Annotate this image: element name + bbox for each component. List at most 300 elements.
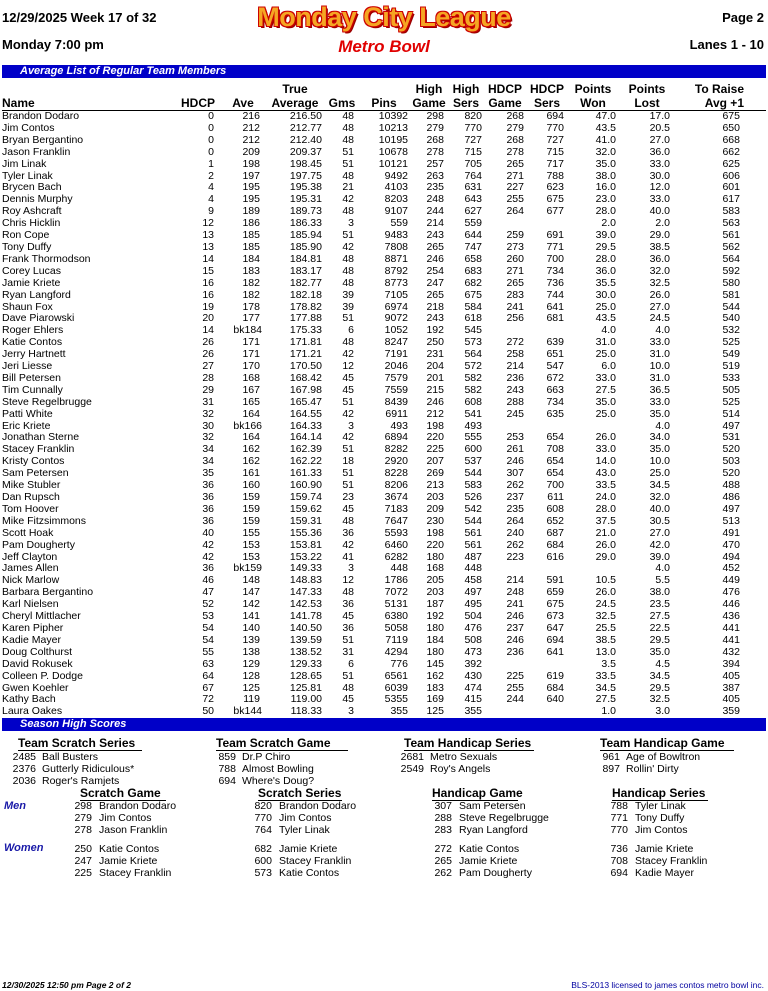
cell: 549 bbox=[722, 348, 740, 361]
cell: 8792 bbox=[384, 264, 408, 277]
cell: 205 bbox=[426, 574, 444, 587]
cell: 271 bbox=[506, 169, 524, 182]
cell: 764 bbox=[464, 169, 482, 182]
cell: 30 bbox=[202, 419, 214, 432]
report-date-week: 12/29/2025 Week 17 of 32 bbox=[2, 10, 157, 25]
women-score-entry bbox=[250, 855, 351, 867]
cell: 38.0 bbox=[595, 169, 616, 182]
cell: 727 bbox=[464, 133, 482, 146]
cell: 1786 bbox=[384, 574, 408, 587]
cell: 497 bbox=[464, 586, 482, 599]
cell: 35.5 bbox=[595, 276, 616, 289]
cell: 201 bbox=[426, 371, 444, 384]
cell: 4 bbox=[208, 193, 214, 206]
cell: 3.5 bbox=[601, 657, 616, 670]
col-header: Points bbox=[628, 82, 666, 96]
bowler-name: Corey Lucas bbox=[2, 264, 61, 277]
cell: 187 bbox=[426, 598, 444, 611]
score-value: 771 bbox=[610, 812, 628, 824]
cell: 582 bbox=[464, 371, 482, 384]
cell: 488 bbox=[722, 479, 740, 492]
cell: 213 bbox=[426, 479, 444, 492]
cell: 48 bbox=[342, 336, 354, 349]
cell: 250 bbox=[426, 336, 444, 349]
cell: 10392 bbox=[378, 110, 408, 122]
lanes-label: Lanes 1 - 10 bbox=[689, 37, 764, 52]
cell: 235 bbox=[426, 181, 444, 194]
cell: 231 bbox=[426, 348, 444, 361]
cell: 128 bbox=[242, 669, 260, 682]
team-score-entry bbox=[596, 763, 679, 775]
bowler-name: Karen Pipher bbox=[2, 621, 64, 634]
cell: 405 bbox=[722, 669, 740, 682]
score-value: 2376 bbox=[12, 763, 36, 775]
col-header bbox=[358, 82, 410, 96]
bowler-name: Tyler Linak bbox=[279, 824, 330, 836]
cell: 691 bbox=[546, 229, 564, 242]
cell: 820 bbox=[464, 110, 482, 122]
women-score-entry bbox=[70, 855, 157, 867]
cell: 8203 bbox=[384, 193, 408, 206]
table-row bbox=[2, 540, 766, 552]
cell: 164 bbox=[242, 431, 260, 444]
score-value: 272 bbox=[434, 843, 452, 855]
cell: 25.0 bbox=[595, 300, 616, 313]
cell: 197 bbox=[242, 169, 260, 182]
cell: 446 bbox=[722, 598, 740, 611]
cell: 147.33 bbox=[289, 586, 322, 599]
team-name: Metro Sexuals bbox=[430, 751, 498, 763]
cell: 48 bbox=[342, 252, 354, 265]
score-value: 2681 bbox=[400, 751, 424, 763]
cell: 118.33 bbox=[290, 705, 322, 718]
cell: 513 bbox=[722, 514, 740, 527]
score-value: 278 bbox=[74, 824, 92, 836]
cell: 493 bbox=[390, 419, 408, 432]
cell: 25.0 bbox=[595, 407, 616, 420]
cell: 555 bbox=[464, 431, 482, 444]
cell: 42 bbox=[342, 407, 354, 420]
col-header: Game bbox=[484, 96, 526, 111]
cell: 6974 bbox=[384, 300, 408, 313]
table-row bbox=[2, 385, 766, 397]
cell bbox=[484, 659, 526, 671]
cell: 42 bbox=[202, 538, 214, 551]
cell: 51 bbox=[342, 157, 354, 170]
cell: 212.40 bbox=[289, 133, 322, 146]
cell: 1.0 bbox=[601, 705, 616, 718]
cell: 533 bbox=[722, 371, 740, 384]
cell: 5131 bbox=[384, 598, 408, 611]
bowler-name: Patti White bbox=[2, 407, 53, 420]
cell: 197.75 bbox=[289, 169, 322, 182]
score-value: 859 bbox=[218, 751, 236, 763]
table-row bbox=[2, 409, 766, 421]
score-value: 694 bbox=[218, 775, 236, 787]
bowler-name: Jamie Kriete bbox=[99, 855, 158, 867]
cell: 5593 bbox=[384, 526, 408, 539]
bowler-name: Jamie Kriete bbox=[459, 855, 518, 867]
women-score-entry bbox=[606, 843, 693, 855]
cell: 236 bbox=[506, 645, 524, 658]
bowler-name: Jason Franklin bbox=[99, 824, 168, 836]
cell: 142.53 bbox=[289, 598, 322, 611]
cell: 138.52 bbox=[289, 645, 322, 658]
cell: 34.5 bbox=[649, 479, 670, 492]
cell: 776 bbox=[390, 657, 408, 670]
cell: 359 bbox=[722, 705, 740, 718]
cell: 640 bbox=[546, 693, 564, 706]
men-score-entry bbox=[430, 824, 528, 836]
cell: 770 bbox=[546, 121, 564, 134]
cell: 542 bbox=[464, 502, 482, 515]
cell: 30.0 bbox=[595, 288, 616, 301]
cell: 700 bbox=[546, 479, 564, 492]
team-score-entry bbox=[12, 763, 134, 775]
cell: 581 bbox=[722, 288, 740, 301]
cell: 684 bbox=[546, 538, 564, 551]
cell: 36 bbox=[342, 526, 354, 539]
men-score-entry bbox=[430, 800, 526, 812]
bowler-name: Ron Cope bbox=[2, 229, 50, 242]
bowler-name: Kathy Bach bbox=[2, 693, 56, 706]
cell: 198 bbox=[426, 419, 444, 432]
cell: 243 bbox=[506, 383, 524, 396]
cell: 561 bbox=[464, 538, 482, 551]
cell: 771 bbox=[546, 240, 564, 253]
score-value: 694 bbox=[610, 867, 628, 879]
cell: 487 bbox=[464, 550, 482, 563]
cell: 170 bbox=[242, 360, 260, 373]
cell: 125.81 bbox=[289, 681, 322, 694]
bowler-name: Roger Ehlers bbox=[2, 324, 64, 337]
team-score-entry bbox=[400, 751, 497, 763]
cell: 31.0 bbox=[649, 348, 670, 361]
cell: 153.81 bbox=[289, 538, 322, 551]
cell: 161.33 bbox=[289, 467, 322, 480]
footer-license: BLS-2013 licensed to james contos metro bowl inc. bbox=[571, 980, 764, 990]
cell: 35.0 bbox=[649, 407, 670, 420]
bowler-name: Kadie Mayer bbox=[2, 633, 61, 646]
cell: 236 bbox=[506, 371, 524, 384]
cell: 26 bbox=[202, 336, 214, 349]
cell: 214 bbox=[426, 217, 444, 230]
col-header: Game bbox=[410, 96, 448, 111]
col-header bbox=[2, 82, 174, 96]
cell: 23 bbox=[342, 491, 354, 503]
cell: 601 bbox=[722, 181, 740, 194]
cell: 13 bbox=[202, 229, 214, 242]
bowler-name: Dan Rupsch bbox=[2, 491, 60, 503]
cell: 405 bbox=[722, 693, 740, 706]
cell: 7191 bbox=[384, 348, 408, 361]
cell: 14 bbox=[202, 252, 214, 265]
cell: 24.5 bbox=[649, 312, 670, 325]
cell: 36 bbox=[342, 598, 354, 611]
bowler-name: Barbara Bergantino bbox=[2, 586, 94, 599]
cell: 183 bbox=[242, 264, 260, 277]
cell: 520 bbox=[722, 443, 740, 456]
cell: 189 bbox=[242, 205, 260, 218]
men-score-entry bbox=[250, 800, 356, 812]
cell: 18 bbox=[342, 455, 354, 468]
col-header: High bbox=[452, 82, 480, 96]
bowler-name: Ryan Langford bbox=[2, 288, 71, 301]
cell: 237 bbox=[506, 621, 524, 634]
team-name: Roger's Ramjets bbox=[42, 775, 120, 787]
cell: 31 bbox=[202, 395, 214, 408]
cell: 180 bbox=[426, 645, 444, 658]
cell bbox=[484, 706, 526, 718]
average-table bbox=[2, 82, 766, 718]
cell: 167.98 bbox=[289, 383, 322, 396]
cell: 14 bbox=[202, 324, 214, 337]
table-row bbox=[2, 694, 766, 706]
cell: 128.65 bbox=[289, 669, 322, 682]
cell: 5058 bbox=[384, 621, 408, 634]
score-value: 298 bbox=[74, 800, 92, 812]
cell: 38.0 bbox=[649, 586, 670, 599]
cell: 162 bbox=[242, 455, 260, 468]
cell: 3.0 bbox=[655, 705, 670, 718]
cell: 45 bbox=[342, 371, 354, 384]
cell: 644 bbox=[464, 229, 482, 242]
cell: bk159 bbox=[233, 562, 262, 575]
cell: 10.0 bbox=[649, 360, 670, 373]
bowler-name: Katie Contos bbox=[459, 843, 520, 855]
women-score-entry bbox=[430, 867, 532, 879]
bowler-name: Stacey Franklin bbox=[279, 855, 352, 867]
cell: 42 bbox=[342, 240, 354, 253]
cell: 162 bbox=[426, 669, 444, 682]
cell: 30.0 bbox=[649, 169, 670, 182]
bowler-name: Bill Petersen bbox=[2, 371, 61, 384]
cell: 51 bbox=[342, 229, 354, 242]
col-header: Avg +1 bbox=[676, 96, 766, 111]
cell: 185.90 bbox=[289, 240, 322, 253]
bowler-name: Brandon Dodaro bbox=[99, 800, 177, 812]
men-score-entry bbox=[70, 812, 152, 824]
bowling-center-name: Metro Bowl bbox=[338, 37, 430, 56]
cell: 171 bbox=[242, 336, 260, 349]
cell: 268 bbox=[506, 133, 524, 146]
cell: 770 bbox=[464, 121, 482, 134]
cell: 681 bbox=[546, 312, 564, 325]
score-value: 770 bbox=[254, 812, 272, 824]
cell: 264 bbox=[506, 205, 524, 218]
cell: 42 bbox=[342, 348, 354, 361]
cell: 531 bbox=[722, 431, 740, 444]
cell: 0 bbox=[208, 133, 214, 146]
cell: 2.0 bbox=[601, 217, 616, 230]
bowler-name: Jason Franklin bbox=[2, 145, 71, 158]
cell: 48 bbox=[342, 110, 354, 122]
bowler-name: Jim Contos bbox=[2, 121, 55, 134]
team-name: Almost Bowling bbox=[242, 763, 314, 775]
cell: 486 bbox=[722, 491, 740, 503]
cell: 355 bbox=[464, 705, 482, 718]
cell: 32.5 bbox=[595, 610, 616, 623]
men-label: Men bbox=[4, 800, 26, 812]
cell: 48 bbox=[342, 586, 354, 599]
cell: 167 bbox=[242, 383, 260, 396]
cell: 182 bbox=[242, 288, 260, 301]
cell: 27.5 bbox=[649, 610, 670, 623]
cell: 675 bbox=[464, 288, 482, 301]
cell: 654 bbox=[546, 455, 564, 468]
cell: 476 bbox=[464, 621, 482, 634]
cell: 7647 bbox=[384, 514, 408, 527]
team-score-entry bbox=[596, 751, 700, 763]
bowler-name: Scott Hoak bbox=[2, 526, 54, 539]
cell: 675 bbox=[546, 193, 564, 206]
bowler-name: David Rokusek bbox=[2, 657, 73, 670]
cell: 600 bbox=[464, 443, 482, 456]
team-name: Gutterly Ridiculous* bbox=[42, 763, 135, 775]
cell: 33.0 bbox=[649, 157, 670, 170]
cell: 25.0 bbox=[595, 348, 616, 361]
cell: 683 bbox=[464, 264, 482, 277]
cell: 658 bbox=[464, 252, 482, 265]
cell: 5355 bbox=[384, 693, 408, 706]
cell: 29.5 bbox=[649, 633, 670, 646]
cell: 525 bbox=[722, 395, 740, 408]
cell: 51 bbox=[342, 145, 354, 158]
cell: 736 bbox=[546, 276, 564, 289]
col-header: To Raise bbox=[694, 82, 744, 96]
cell: 1 bbox=[208, 157, 214, 170]
cell: 51 bbox=[342, 467, 354, 480]
women-score-entry bbox=[430, 843, 519, 855]
cell: 22.5 bbox=[649, 621, 670, 634]
women-score-entry bbox=[250, 843, 337, 855]
cell: 52 bbox=[202, 598, 214, 611]
cell: 497 bbox=[722, 502, 740, 515]
table-row bbox=[2, 671, 766, 683]
cell: 129.33 bbox=[289, 657, 322, 670]
cell: 6 bbox=[348, 657, 354, 670]
cell: 48 bbox=[342, 133, 354, 146]
cell: 34 bbox=[202, 443, 214, 456]
team-score-entry bbox=[12, 751, 98, 763]
cell: 9 bbox=[208, 205, 214, 218]
cell: 458 bbox=[464, 574, 482, 587]
cell: 584 bbox=[464, 300, 482, 313]
cell: 248 bbox=[506, 586, 524, 599]
cell: 0 bbox=[208, 145, 214, 158]
cell: 559 bbox=[390, 217, 408, 230]
cell: 34.0 bbox=[649, 431, 670, 444]
cell: 4.0 bbox=[655, 562, 670, 575]
cell: 273 bbox=[506, 240, 524, 253]
cell: 46 bbox=[202, 574, 214, 587]
score-value: 2485 bbox=[12, 751, 36, 763]
cell: 51 bbox=[342, 395, 354, 408]
cell: 564 bbox=[722, 252, 740, 265]
individual-category-heading: Handicap Game bbox=[432, 786, 523, 800]
col-header: Ave bbox=[222, 96, 264, 111]
cell: 36 bbox=[202, 514, 214, 527]
cell: 227 bbox=[506, 181, 524, 194]
cell: 220 bbox=[426, 538, 444, 551]
cell: 9483 bbox=[384, 229, 408, 242]
cell: 48 bbox=[342, 169, 354, 182]
cell: 247 bbox=[426, 276, 444, 289]
cell: 28.0 bbox=[595, 252, 616, 265]
cell: 537 bbox=[464, 455, 482, 468]
cell: 675 bbox=[546, 598, 564, 611]
cell: 260 bbox=[506, 252, 524, 265]
individual-category-heading: Scratch Game bbox=[80, 786, 166, 801]
bowler-name: Dennis Murphy bbox=[2, 193, 73, 206]
cell: 184 bbox=[242, 252, 260, 265]
cell: 153.22 bbox=[289, 550, 322, 563]
cell: 532 bbox=[722, 324, 740, 337]
cell: 547 bbox=[546, 360, 564, 373]
cell: 171 bbox=[242, 348, 260, 361]
cell: 7072 bbox=[384, 586, 408, 599]
team-name: Ball Busters bbox=[42, 751, 99, 763]
cell: 125 bbox=[242, 681, 260, 694]
cell: 139 bbox=[242, 633, 260, 646]
cell: 623 bbox=[546, 181, 564, 194]
cell: 15 bbox=[202, 264, 214, 277]
cell: 177.88 bbox=[289, 312, 322, 325]
cell: 279 bbox=[506, 121, 524, 134]
cell: 212.77 bbox=[289, 121, 322, 134]
cell: 218 bbox=[426, 300, 444, 313]
women-score-entry bbox=[70, 843, 159, 855]
cell: 248 bbox=[426, 193, 444, 206]
col-header: Lost bbox=[618, 96, 676, 111]
col-header bbox=[326, 82, 358, 96]
cell: 278 bbox=[506, 145, 524, 158]
cell: 209.37 bbox=[289, 145, 322, 158]
bowler-name: Shaun Fox bbox=[2, 300, 53, 313]
cell: 3 bbox=[348, 217, 354, 230]
cell: 269 bbox=[426, 467, 444, 480]
cell: 159.62 bbox=[289, 502, 322, 515]
team-category-heading: Team Scratch Game bbox=[216, 736, 348, 751]
table-row bbox=[2, 278, 766, 290]
cell: 495 bbox=[464, 598, 482, 611]
cell: 272 bbox=[506, 336, 524, 349]
cell: 387 bbox=[722, 681, 740, 694]
bowler-name: Jim Linak bbox=[2, 157, 47, 170]
cell: 14.0 bbox=[595, 455, 616, 468]
table-row bbox=[2, 147, 766, 159]
cell: 448 bbox=[390, 562, 408, 575]
cell: 182.18 bbox=[289, 288, 322, 301]
bowler-name: Dave Piarowski bbox=[2, 312, 75, 325]
cell: 0 bbox=[208, 121, 214, 134]
cell: 168 bbox=[426, 562, 444, 575]
score-value: 820 bbox=[254, 800, 272, 812]
cell: 119.00 bbox=[290, 693, 322, 706]
cell: 241 bbox=[506, 300, 524, 313]
cell: 654 bbox=[546, 431, 564, 444]
cell: 159.74 bbox=[289, 491, 322, 503]
cell: 33.0 bbox=[595, 443, 616, 456]
men-score-entry bbox=[70, 824, 167, 836]
women-score-entry bbox=[606, 867, 694, 879]
cell: 28.0 bbox=[595, 502, 616, 515]
cell: 261 bbox=[506, 443, 524, 456]
bowler-name: Bryan Bergantino bbox=[2, 133, 84, 146]
bowler-name: Kristy Contos bbox=[2, 455, 65, 468]
cell: 392 bbox=[464, 657, 482, 670]
cell: 10195 bbox=[378, 133, 408, 146]
